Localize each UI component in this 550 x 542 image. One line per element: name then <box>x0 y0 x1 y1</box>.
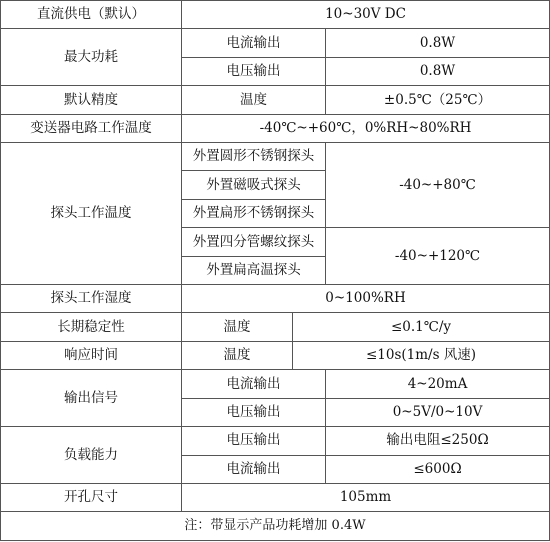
probe-temp-range-2: -40~+120℃ <box>326 228 550 285</box>
probe-humidity-value: 0~100%RH <box>182 285 550 313</box>
probe-temp-label: 探头工作温度 <box>1 143 182 285</box>
table-row <box>1 285 550 313</box>
max-power-current-label: 电流输出 <box>182 29 326 57</box>
max-power-voltage-label: 电压输出 <box>182 57 326 85</box>
power-label: 直流供电（默认） <box>1 1 182 29</box>
table-row <box>1 313 550 341</box>
table-row <box>1 483 550 511</box>
table-row <box>1 1 550 29</box>
response-label: 响应时间 <box>1 341 182 369</box>
hole-value: 105mm <box>182 483 550 511</box>
probe-type: 外置圆形不锈钢探头 <box>182 143 326 171</box>
table-row <box>1 427 550 455</box>
table-row <box>1 29 550 57</box>
table-row <box>1 114 550 142</box>
output-current-label: 电流输出 <box>182 370 326 398</box>
table-row <box>1 341 550 369</box>
circuit-temp-value: -40℃~+60℃，0%RH~80%RH <box>182 114 550 142</box>
hole-label: 开孔尺寸 <box>1 483 182 511</box>
output-voltage-label: 电压输出 <box>182 398 326 426</box>
response-sub: 温度 <box>182 341 293 369</box>
table-row <box>1 370 550 398</box>
response-value: ≤10s(1m/s 风速) <box>293 341 550 369</box>
stability-sub: 温度 <box>182 313 293 341</box>
max-power-current-value: 0.8W <box>326 29 550 57</box>
table-row <box>1 143 550 171</box>
output-current-value: 4~20mA <box>326 370 550 398</box>
footnote: 注：带显示产品功耗增加 0.4W <box>1 512 550 541</box>
load-current-label: 电流输出 <box>182 455 326 483</box>
probe-humidity-label: 探头工作湿度 <box>1 285 182 313</box>
load-voltage-label: 电压输出 <box>182 427 326 455</box>
table-row <box>1 86 550 114</box>
stability-label: 长期稳定性 <box>1 313 182 341</box>
max-power-label: 最大功耗 <box>1 29 182 86</box>
probe-type: 外置四分管螺纹探头 <box>182 228 326 256</box>
accuracy-sub: 温度 <box>182 86 326 114</box>
load-voltage-value: 输出电阻≤250Ω <box>326 427 550 455</box>
load-label: 负载能力 <box>1 427 182 484</box>
max-power-voltage-value: 0.8W <box>326 57 550 85</box>
probe-type: 外置扁形不锈钢探头 <box>182 199 326 227</box>
probe-type: 外置扁高温探头 <box>182 256 326 284</box>
accuracy-value: ±0.5℃（25℃） <box>326 86 550 114</box>
power-value: 10~30V DC <box>182 1 550 29</box>
probe-temp-range-1: -40~+80℃ <box>326 143 550 228</box>
stability-value: ≤0.1℃/y <box>293 313 550 341</box>
circuit-temp-label: 变送器电路工作温度 <box>1 114 182 142</box>
accuracy-label: 默认精度 <box>1 86 182 114</box>
table-row <box>1 512 550 541</box>
output-voltage-value: 0~5V/0~10V <box>326 398 550 426</box>
output-label: 输出信号 <box>1 370 182 427</box>
probe-type: 外置磁吸式探头 <box>182 171 326 199</box>
load-current-value: ≤600Ω <box>326 455 550 483</box>
